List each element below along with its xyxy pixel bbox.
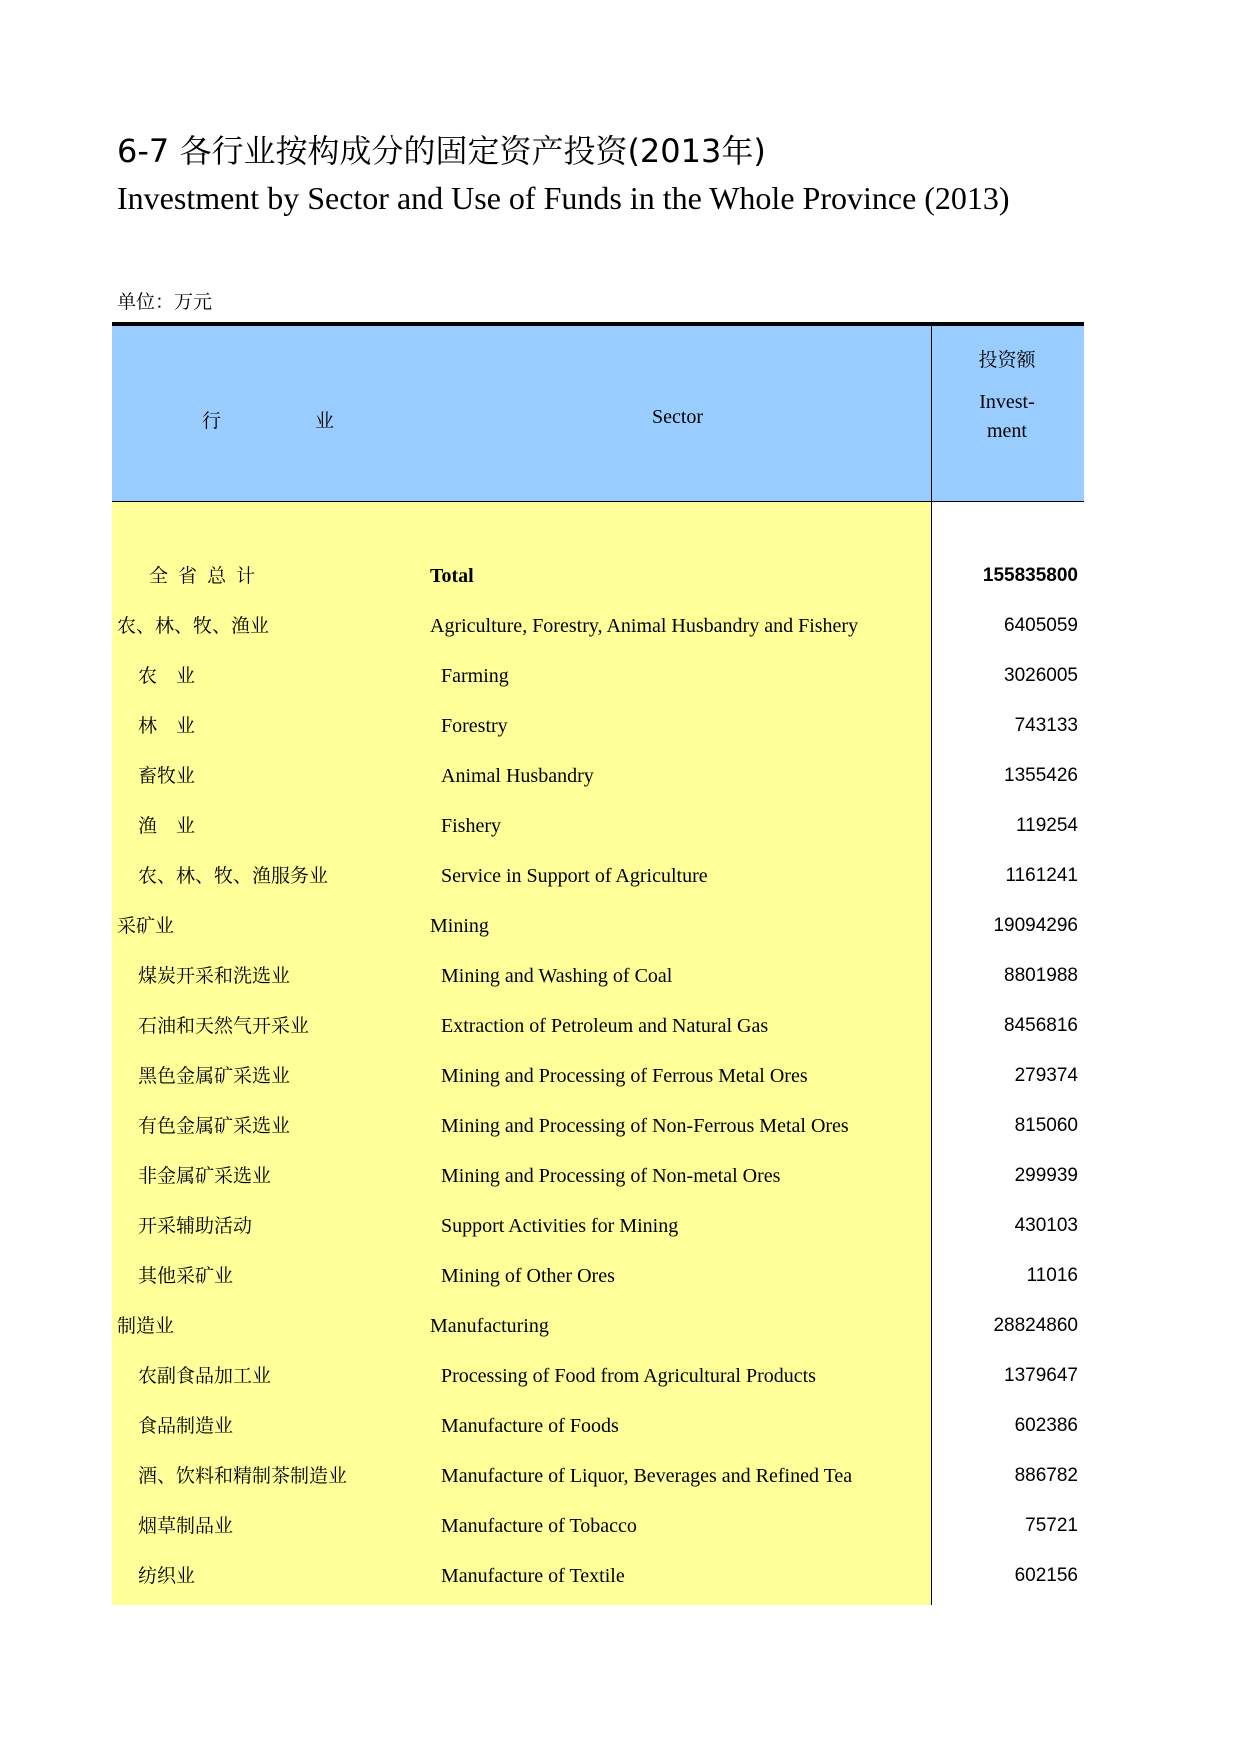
row-sector-en: Mining and Washing of Coal xyxy=(441,965,673,987)
row-sector-en: Manufacture of Tobacco xyxy=(441,1515,637,1537)
row-investment-value: 8801988 xyxy=(1004,965,1078,986)
row-sector-en: Agriculture, Forestry, Animal Husbandry and Fishery xyxy=(430,615,859,637)
row-sector-cn: 渔 业 xyxy=(138,815,196,837)
table-header xyxy=(112,326,1084,502)
table-row xyxy=(112,1201,1084,1251)
row-sector-en: Fishery xyxy=(441,815,501,837)
row-investment-value: 28824860 xyxy=(993,1315,1078,1336)
table-row xyxy=(112,1301,1084,1351)
table-row xyxy=(112,1401,1084,1451)
row-sector-en: Mining and Processing of Ferrous Metal Ores xyxy=(441,1065,808,1087)
header-investment-cn: 投资额 xyxy=(978,349,1036,371)
row-sector-cn: 农副食品加工业 xyxy=(138,1365,272,1387)
row-sector-en: Mining and Processing of Non-Ferrous Metal Ores xyxy=(441,1115,849,1137)
row-sector-cn: 畜牧业 xyxy=(138,765,196,787)
row-investment-value: 119254 xyxy=(1016,815,1078,836)
table-row xyxy=(112,1351,1084,1401)
header-sector: Sector xyxy=(652,406,704,428)
row-sector-en: Total xyxy=(430,565,474,587)
row-sector-cn: 烟草制品业 xyxy=(138,1515,234,1537)
page-title-en: Investment by Sector and Use of Funds in the Whole Province (2013) xyxy=(117,180,1010,216)
row-investment-value: 11016 xyxy=(1026,1265,1078,1286)
row-investment-value: 602386 xyxy=(1014,1415,1078,1436)
row-sector-cn: 制造业 xyxy=(117,1315,175,1337)
row-sector-cn: 石油和天然气开采业 xyxy=(138,1015,310,1037)
row-investment-value: 1355426 xyxy=(1004,765,1078,786)
row-investment-value: 743133 xyxy=(1014,715,1078,736)
row-sector-cn: 农、林、牧、渔服务业 xyxy=(138,865,329,887)
table-row xyxy=(112,651,1084,701)
table-row xyxy=(112,1501,1084,1551)
row-investment-value: 602156 xyxy=(1014,1565,1078,1586)
table-row xyxy=(112,1051,1084,1101)
table-row xyxy=(112,601,1084,651)
header-investment-en-line2: ment xyxy=(987,420,1027,442)
row-investment-value: 75721 xyxy=(1025,1515,1078,1536)
row-sector-cn: 开采辅助活动 xyxy=(138,1215,253,1237)
row-sector-en: Mining of Other Ores xyxy=(441,1265,615,1287)
row-investment-value: 815060 xyxy=(1014,1115,1078,1136)
row-investment-value: 8456816 xyxy=(1004,1015,1078,1036)
row-sector-cn: 林 业 xyxy=(138,715,196,737)
row-sector-en: Processing of Food from Agricultural Products xyxy=(441,1365,816,1387)
row-sector-cn: 非金属矿采选业 xyxy=(138,1165,272,1187)
row-investment-value: 3026005 xyxy=(1004,665,1078,686)
table-row xyxy=(112,1101,1084,1151)
row-investment-value: 155835800 xyxy=(982,565,1078,586)
row-sector-en: Manufacture of Textile xyxy=(441,1565,625,1587)
header-cn-char-2: 业 xyxy=(315,410,335,432)
row-investment-value: 19094296 xyxy=(993,915,1078,936)
row-sector-cn: 其他采矿业 xyxy=(138,1265,234,1287)
table-row xyxy=(112,851,1084,901)
row-investment-value: 1161241 xyxy=(1005,865,1078,886)
row-investment-value: 1379647 xyxy=(1004,1365,1078,1386)
row-sector-en: Manufacturing xyxy=(430,1315,549,1337)
table-row xyxy=(112,1551,1084,1601)
row-sector-en: Farming xyxy=(441,665,509,687)
row-sector-en: Forestry xyxy=(441,715,508,737)
row-sector-cn: 煤炭开采和洗选业 xyxy=(138,965,291,987)
row-sector-en: Extraction of Petroleum and Natural Gas xyxy=(441,1015,769,1037)
table-row xyxy=(112,901,1084,951)
row-sector-en: Support Activities for Mining xyxy=(441,1215,679,1237)
row-sector-en: Mining and Processing of Non-metal Ores xyxy=(441,1165,781,1187)
row-sector-cn: 农 业 xyxy=(138,665,196,687)
table-row xyxy=(112,1451,1084,1501)
table-row xyxy=(112,1151,1084,1201)
table-row xyxy=(112,1001,1084,1051)
table-row xyxy=(112,1251,1084,1301)
row-investment-value: 299939 xyxy=(1014,1165,1078,1186)
row-sector-en: Animal Husbandry xyxy=(441,765,594,787)
table-row xyxy=(112,551,1084,601)
row-sector-en: Manufacture of Liquor, Beverages and Refined Tea xyxy=(441,1465,853,1487)
row-sector-cn: 黑色金属矿采选业 xyxy=(138,1065,291,1087)
table-row xyxy=(112,951,1084,1001)
row-sector-en: Mining xyxy=(430,915,489,937)
row-investment-value: 279374 xyxy=(1014,1065,1078,1086)
table-row xyxy=(112,801,1084,851)
row-sector-cn: 纺织业 xyxy=(138,1565,196,1587)
header-investment-en-line1: Invest- xyxy=(979,391,1035,413)
row-investment-value: 886782 xyxy=(1014,1465,1078,1486)
header-cn-char-1: 行 xyxy=(202,410,222,432)
table-row xyxy=(112,751,1084,801)
row-investment-value: 6405059 xyxy=(1004,615,1078,636)
row-sector-cn: 酒、饮料和精制茶制造业 xyxy=(138,1465,348,1487)
row-sector-cn: 全 省 总 计 xyxy=(149,565,258,587)
row-sector-cn: 农、林、牧、渔业 xyxy=(117,615,270,637)
row-investment-value: 430103 xyxy=(1014,1215,1078,1236)
row-sector-cn: 采矿业 xyxy=(117,915,175,937)
table-row xyxy=(112,701,1084,751)
row-sector-en: Manufacture of Foods xyxy=(441,1415,619,1437)
unit-label: 单位：万元 xyxy=(117,291,213,313)
row-sector-en: Service in Support of Agriculture xyxy=(441,865,708,887)
row-sector-cn: 食品制造业 xyxy=(138,1415,234,1437)
row-sector-cn: 有色金属矿采选业 xyxy=(138,1115,291,1137)
header-investment-en xyxy=(932,388,1082,446)
page-title-cn: 6-7 各行业按构成分的固定资产投资(2013年) xyxy=(117,132,766,170)
